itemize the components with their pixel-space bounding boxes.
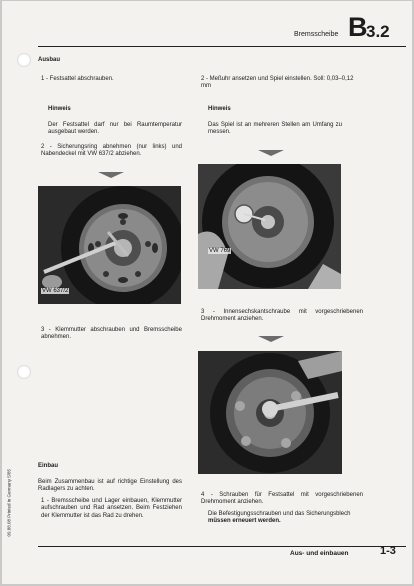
section-ausbau-title: Ausbau <box>38 57 61 63</box>
right-step-4: 4 - Schrauben für Festsattel mit vorgeschriebenen Drehmoment anziehen. <box>201 492 363 506</box>
footer-title: Aus- und einbauen <box>290 550 349 557</box>
step-4-note-text: Die Befestigungsschrauben und das Sicherungsblech <box>208 511 351 517</box>
down-arrow-icon <box>98 172 124 178</box>
footer-rule <box>38 546 406 547</box>
step-4-note-bold: müssen erneuert werden. <box>208 518 281 525</box>
photo-dial-gauge <box>198 164 341 289</box>
left-step-2: 2 - Sicherungsring abnehmen (nur links) und Nabendeckel mit VW 637/2 abziehen. <box>41 144 182 158</box>
down-arrow-icon <box>258 336 284 342</box>
photo-label-tool: VW 637/2 <box>42 288 69 294</box>
right-step-2: 2 - Meßuhr ansetzen und Spiel einstellen. Soll: 0,03–0,12 mm <box>201 76 354 90</box>
left-step-1: 1 - Festsattel abschrauben. <box>41 76 114 82</box>
header-section-letter: B <box>348 12 368 42</box>
photo-hub-cap-removal <box>38 186 181 304</box>
manual-page <box>2 1 412 584</box>
einbau-step-1: 1 - Bremsscheibe und Lager einbauen, Klemmutter aufschrauben und Rad ansetzen. Beim Festziehen der Klemmutter ist das Rad zu drehen. <box>41 498 182 519</box>
header-section-number: 3.2 <box>366 22 390 41</box>
page-number: 1-3 <box>380 545 396 557</box>
left-note-title: Hinweis <box>48 106 71 112</box>
left-step-3: 3 - Klemmutter abschrauben und Bremsscheibe abnehmen. <box>41 327 182 341</box>
down-arrow-icon <box>258 150 284 156</box>
header-rule <box>38 46 406 47</box>
right-note-title: Hinweis <box>208 106 231 112</box>
section-einbau-title: Einbau <box>38 463 59 469</box>
print-info: 09.88.08 Printed in Germany 5/85 <box>6 468 12 537</box>
photo-torque-wrench <box>198 351 342 474</box>
punch-hole <box>17 53 31 67</box>
right-note-text: Das Spiel ist an mehreren Stellen am Umfang zu messen. <box>208 122 342 136</box>
right-step-3: 3 - Innensechskantschraube mit vorgeschriebenen Drehmoment anziehen. <box>201 309 363 323</box>
einbau-intro: Beim Zusammenbau ist auf richtige Einstellung des Radlagers zu achten. <box>38 479 182 493</box>
header-title: Bremsscheibe <box>294 31 339 38</box>
right-step-4-note <box>208 511 358 526</box>
photo-label-tool: VW 769 <box>209 248 231 254</box>
punch-hole <box>17 365 31 379</box>
left-note-text: Der Festsattel darf nur bei Raumtemperatur ausgebaut werden. <box>48 122 182 136</box>
